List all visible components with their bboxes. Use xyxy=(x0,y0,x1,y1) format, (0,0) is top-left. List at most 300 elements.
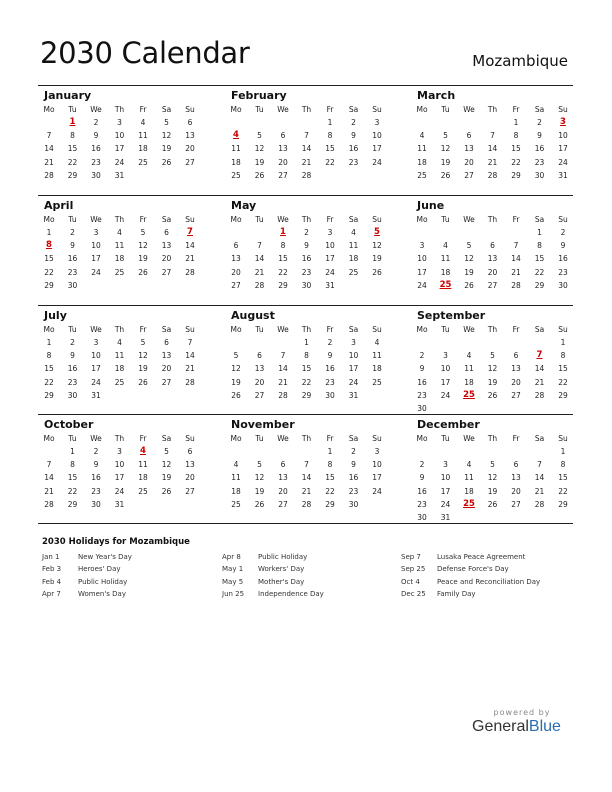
day-cell: 30 xyxy=(348,499,359,509)
day-cell: 8 xyxy=(280,241,286,251)
day-cell: 27 xyxy=(161,267,172,277)
day-cell: 4 xyxy=(351,228,356,237)
holiday-day-cell: 3 xyxy=(560,117,566,127)
day-cell: 4 xyxy=(419,131,425,141)
weekday-header: Mo xyxy=(416,105,428,114)
day-cell: 12 xyxy=(138,351,148,361)
day-cell: 15 xyxy=(44,364,54,374)
day-cell: 2 xyxy=(351,447,356,456)
day-cell: 12 xyxy=(161,460,172,470)
day-cell: 23 xyxy=(325,377,335,387)
day-cell: 22 xyxy=(67,157,78,167)
weekday-header: Fr xyxy=(326,325,334,334)
day-cell: 13 xyxy=(254,364,265,374)
weekday-header: Sa xyxy=(348,215,359,224)
day-cell: 6 xyxy=(187,118,193,127)
weekday-header: Tu xyxy=(441,325,450,334)
weekday-header: Sa xyxy=(161,325,172,334)
day-cell: 2 xyxy=(70,228,75,237)
weekday-header: Tu xyxy=(441,215,450,224)
day-cell: 16 xyxy=(417,486,427,496)
weekday-header: Tu xyxy=(255,105,264,114)
weekday-header: We xyxy=(463,325,475,334)
day-cell: 13 xyxy=(511,473,521,483)
day-cell: 9 xyxy=(351,131,356,141)
day-cell: 12 xyxy=(464,254,474,264)
day-cell: 22 xyxy=(534,267,545,277)
day-cell: 25 xyxy=(372,377,382,387)
holiday-day-cell: 1 xyxy=(280,227,286,237)
day-cell: 27 xyxy=(278,499,288,509)
weekday-header: Fr xyxy=(512,434,520,443)
day-cell: 15 xyxy=(67,473,78,483)
day-cell: 28 xyxy=(534,390,545,400)
month-july xyxy=(38,306,208,414)
day-cell: 18 xyxy=(417,157,427,167)
weekday-header: We xyxy=(90,325,102,334)
day-cell: 23 xyxy=(348,157,359,167)
day-cell: 16 xyxy=(91,144,101,154)
day-cell: 31 xyxy=(325,280,335,290)
weekday-header: Mo xyxy=(416,325,428,334)
day-cell: 8 xyxy=(537,241,542,251)
day-cell: 1 xyxy=(46,338,52,347)
day-cell: 15 xyxy=(278,254,288,264)
weekday-header: Sa xyxy=(348,325,359,334)
holiday-date: Sep 7 xyxy=(401,553,421,561)
day-cell: 14 xyxy=(44,144,54,154)
weekday-header: Sa xyxy=(534,325,545,334)
weekday-header: Fr xyxy=(512,215,520,224)
day-cell: 15 xyxy=(511,144,521,154)
holiday-day-cell: 1 xyxy=(69,117,76,127)
day-cell: 1 xyxy=(560,447,566,456)
day-cell: 27 xyxy=(185,486,195,496)
holiday-name: Defense Force's Day xyxy=(437,565,509,574)
day-cell: 26 xyxy=(464,280,474,290)
holiday-day-cell: 4 xyxy=(233,130,239,141)
month-october xyxy=(38,415,208,523)
day-cell: 1 xyxy=(513,118,519,127)
day-cell: 28 xyxy=(185,267,195,277)
day-cell: 12 xyxy=(231,364,241,374)
day-cell: 10 xyxy=(91,351,101,361)
day-cell: 15 xyxy=(325,144,335,154)
day-cell: 10 xyxy=(114,131,125,141)
day-cell: 4 xyxy=(140,118,146,127)
day-cell: 3 xyxy=(351,338,356,347)
day-cell: 31 xyxy=(114,499,125,509)
day-cell: 28 xyxy=(487,170,498,180)
day-cell: 1 xyxy=(70,447,75,456)
day-cell: 26 xyxy=(161,486,172,496)
holiday-name: Heroes' Day xyxy=(78,565,121,574)
weekday-header: Tu xyxy=(68,105,77,114)
day-cell: 1 xyxy=(327,118,333,127)
day-cell: 25 xyxy=(417,170,427,180)
month-june xyxy=(411,196,581,304)
weekday-header: Sa xyxy=(534,215,545,224)
weekday-header: We xyxy=(277,434,289,443)
day-cell: 28 xyxy=(185,377,195,387)
day-cell: 6 xyxy=(280,131,286,141)
day-cell: 18 xyxy=(231,157,241,167)
day-cell: 7 xyxy=(513,241,519,251)
day-cell: 5 xyxy=(164,118,169,127)
day-cell: 13 xyxy=(185,460,195,470)
holiday-day-cell: 25 xyxy=(439,279,452,290)
holiday-entry xyxy=(222,553,397,565)
day-cell: 10 xyxy=(558,131,568,141)
day-cell: 13 xyxy=(185,131,195,141)
weekday-header: Su xyxy=(185,105,195,114)
day-cell: 24 xyxy=(114,157,125,167)
holiday-entry xyxy=(401,578,576,590)
day-cell: 10 xyxy=(348,351,359,361)
day-cell: 5 xyxy=(140,228,146,237)
day-cell: 22 xyxy=(511,157,521,167)
day-cell: 12 xyxy=(161,131,172,141)
day-cell: 11 xyxy=(231,144,241,154)
weekday-header: Sa xyxy=(161,215,172,224)
day-cell: 20 xyxy=(185,473,195,483)
day-cell: 4 xyxy=(117,338,122,347)
weekday-header: Su xyxy=(185,215,195,224)
day-cell: 15 xyxy=(534,254,545,264)
day-cell: 26 xyxy=(487,499,498,509)
day-cell: 26 xyxy=(254,170,265,180)
powered-by-text: powered by xyxy=(493,708,551,717)
month-name: March xyxy=(417,89,456,102)
day-cell: 5 xyxy=(443,131,448,141)
day-cell: 29 xyxy=(534,280,545,290)
day-cell: 10 xyxy=(372,460,382,470)
day-cell: 3 xyxy=(117,447,122,456)
day-cell: 6 xyxy=(490,241,495,251)
day-cell: 23 xyxy=(417,390,427,400)
holiday-entry xyxy=(401,590,576,602)
holiday-date: Sep 25 xyxy=(401,565,426,574)
day-cell: 18 xyxy=(138,144,148,154)
weekday-header: Mo xyxy=(43,434,55,443)
day-cell: 6 xyxy=(466,131,472,141)
weekday-header: Mo xyxy=(230,215,242,224)
weekday-header: Fr xyxy=(326,105,334,114)
day-cell: 21 xyxy=(44,486,54,496)
holiday-column xyxy=(401,553,576,603)
weekday-header: Mo xyxy=(43,105,55,114)
day-cell: 9 xyxy=(351,460,356,470)
brand-name-blue: Blue xyxy=(528,718,561,735)
holiday-column xyxy=(42,553,217,603)
weekday-header: Sa xyxy=(534,434,545,443)
weekday-header: Tu xyxy=(255,325,264,334)
day-cell: 16 xyxy=(67,364,78,374)
weekday-header: Fr xyxy=(512,325,520,334)
day-cell: 5 xyxy=(466,241,472,251)
day-cell: 7 xyxy=(46,460,52,470)
weekday-header: We xyxy=(90,215,102,224)
holiday-day-cell: 7 xyxy=(187,227,193,237)
day-cell: 30 xyxy=(67,390,78,400)
day-cell: 31 xyxy=(440,513,451,522)
weekday-header: Th xyxy=(301,434,312,443)
day-cell: 6 xyxy=(257,351,262,361)
day-cell: 22 xyxy=(278,267,288,277)
day-cell: 2 xyxy=(419,460,425,470)
day-cell: 23 xyxy=(417,499,427,509)
weekday-header: We xyxy=(277,215,289,224)
day-cell: 14 xyxy=(301,144,312,154)
day-cell: 21 xyxy=(511,267,521,277)
holiday-name: Public Holiday xyxy=(78,577,128,586)
holiday-entry xyxy=(42,553,217,565)
day-cell: 20 xyxy=(278,486,288,496)
day-cell: 31 xyxy=(114,170,125,180)
day-cell: 25 xyxy=(231,170,241,180)
day-cell: 14 xyxy=(301,473,312,483)
weekday-header: Th xyxy=(114,215,125,224)
day-cell: 8 xyxy=(560,460,566,470)
holiday-date: Jun 25 xyxy=(222,590,245,599)
day-cell: 12 xyxy=(138,241,148,251)
day-cell: 24 xyxy=(440,499,451,509)
day-cell: 10 xyxy=(440,473,451,483)
day-cell: 13 xyxy=(511,364,521,374)
day-cell: 4 xyxy=(443,241,448,251)
day-cell: 22 xyxy=(44,267,54,277)
day-cell: 19 xyxy=(372,254,382,264)
day-cell: 16 xyxy=(325,364,335,374)
day-cell: 9 xyxy=(93,460,99,470)
day-cell: 19 xyxy=(254,157,265,167)
day-cell: 9 xyxy=(70,351,75,361)
day-cell: 9 xyxy=(560,241,566,251)
day-cell: 1 xyxy=(304,338,309,347)
day-cell: 11 xyxy=(114,241,125,251)
day-cell: 22 xyxy=(44,377,54,387)
day-cell: 8 xyxy=(46,351,52,361)
day-cell: 16 xyxy=(558,254,568,264)
day-cell: 18 xyxy=(114,364,125,374)
day-cell: 18 xyxy=(464,377,474,387)
month-name: October xyxy=(44,418,94,431)
day-cell: 24 xyxy=(114,486,125,496)
day-cell: 3 xyxy=(93,338,99,347)
day-cell: 16 xyxy=(348,144,359,154)
day-cell: 26 xyxy=(254,499,265,509)
day-cell: 27 xyxy=(464,170,474,180)
day-cell: 3 xyxy=(443,351,448,361)
day-cell: 24 xyxy=(372,486,382,496)
day-cell: 22 xyxy=(558,377,568,387)
day-cell: 22 xyxy=(301,377,312,387)
month-name: June xyxy=(417,199,445,212)
day-cell: 3 xyxy=(374,118,380,127)
weekday-header: Th xyxy=(114,434,125,443)
day-cell: 7 xyxy=(280,351,286,361)
weekday-header: Su xyxy=(372,434,382,443)
weekday-header: Fr xyxy=(139,434,147,443)
day-cell: 14 xyxy=(511,254,521,264)
day-cell: 17 xyxy=(417,267,427,277)
day-cell: 21 xyxy=(301,157,312,167)
day-cell: 4 xyxy=(466,460,472,470)
weekday-header: Su xyxy=(558,215,568,224)
day-cell: 2 xyxy=(327,338,333,347)
holiday-name: Workers' Day xyxy=(258,565,305,574)
weekday-header: Su xyxy=(372,215,382,224)
month-name: September xyxy=(417,309,486,322)
day-cell: 27 xyxy=(185,157,195,167)
day-cell: 5 xyxy=(164,447,169,456)
day-cell: 3 xyxy=(93,228,99,237)
day-cell: 26 xyxy=(440,170,451,180)
day-cell: 30 xyxy=(534,170,545,180)
day-cell: 19 xyxy=(487,377,498,387)
day-cell: 15 xyxy=(558,364,568,374)
day-cell: 29 xyxy=(44,280,54,290)
day-cell: 29 xyxy=(67,170,78,180)
day-cell: 7 xyxy=(46,131,52,141)
country-name: Mozambique xyxy=(472,52,568,70)
day-cell: 12 xyxy=(440,144,451,154)
day-cell: 19 xyxy=(138,254,148,264)
day-cell: 30 xyxy=(91,170,101,180)
weekday-header: Fr xyxy=(139,105,147,114)
day-cell: 7 xyxy=(537,460,542,470)
month-name: November xyxy=(231,418,295,431)
day-cell: 15 xyxy=(67,144,78,154)
day-cell: 17 xyxy=(91,364,101,374)
day-cell: 1 xyxy=(327,447,333,456)
day-cell: 10 xyxy=(114,460,125,470)
day-cell: 24 xyxy=(417,280,427,290)
day-cell: 15 xyxy=(44,254,54,264)
day-cell: 15 xyxy=(325,473,335,483)
day-cell: 13 xyxy=(278,144,288,154)
day-cell: 22 xyxy=(67,486,78,496)
day-cell: 24 xyxy=(91,267,101,277)
day-cell: 20 xyxy=(511,377,521,387)
weekday-header: We xyxy=(463,105,475,114)
day-cell: 31 xyxy=(91,390,101,400)
day-cell: 26 xyxy=(372,267,382,277)
day-cell: 11 xyxy=(372,351,382,361)
day-cell: 21 xyxy=(185,364,195,374)
day-cell: 14 xyxy=(534,364,545,374)
day-cell: 23 xyxy=(67,377,78,387)
day-cell: 2 xyxy=(537,118,542,127)
weekday-header: Su xyxy=(558,325,568,334)
day-cell: 8 xyxy=(327,460,333,470)
day-cell: 20 xyxy=(254,377,265,387)
day-cell: 7 xyxy=(490,131,495,141)
weekday-header: Tu xyxy=(255,215,264,224)
weekday-header: Mo xyxy=(43,325,55,334)
weekday-header: Tu xyxy=(255,434,264,443)
weekday-header: We xyxy=(90,105,102,114)
day-cell: 15 xyxy=(301,364,312,374)
day-cell: 12 xyxy=(487,473,498,483)
day-cell: 9 xyxy=(327,351,333,361)
day-cell: 12 xyxy=(487,364,498,374)
day-cell: 17 xyxy=(372,473,382,483)
weekday-header: Tu xyxy=(68,434,77,443)
day-cell: 30 xyxy=(558,280,568,290)
day-cell: 26 xyxy=(138,267,148,277)
day-cell: 26 xyxy=(231,390,241,400)
day-cell: 20 xyxy=(511,486,521,496)
weekday-header: Th xyxy=(487,105,498,114)
day-cell: 17 xyxy=(91,254,101,264)
holiday-name: Mother's Day xyxy=(258,577,305,586)
day-cell: 11 xyxy=(440,254,451,264)
day-cell: 23 xyxy=(91,486,101,496)
weekday-header: Fr xyxy=(139,215,147,224)
weekday-header: We xyxy=(277,105,289,114)
row-divider xyxy=(38,523,573,524)
day-cell: 2 xyxy=(560,228,566,237)
weekday-header: Fr xyxy=(326,434,334,443)
day-cell: 14 xyxy=(185,241,195,251)
day-cell: 1 xyxy=(537,228,542,237)
day-cell: 13 xyxy=(464,144,474,154)
day-cell: 11 xyxy=(138,460,148,470)
day-cell: 28 xyxy=(511,280,521,290)
day-cell: 3 xyxy=(419,241,425,251)
day-cell: 14 xyxy=(278,364,288,374)
holiday-date: May 5 xyxy=(222,577,244,586)
day-cell: 29 xyxy=(67,499,78,509)
brand-logo[interactable] xyxy=(472,708,572,736)
day-cell: 27 xyxy=(254,390,265,400)
day-cell: 13 xyxy=(231,254,241,264)
holiday-name: Lusaka Peace Agreement xyxy=(437,553,526,561)
day-cell: 4 xyxy=(117,228,122,237)
weekday-header: Su xyxy=(372,325,382,334)
day-cell: 19 xyxy=(464,267,474,277)
holiday-date: Feb 3 xyxy=(42,565,62,574)
day-cell: 14 xyxy=(185,351,195,361)
day-cell: 7 xyxy=(304,460,309,470)
day-cell: 17 xyxy=(372,144,382,154)
day-cell: 6 xyxy=(187,447,193,456)
day-cell: 23 xyxy=(91,157,101,167)
month-name: February xyxy=(231,89,287,102)
day-cell: 24 xyxy=(325,267,335,277)
weekday-header: Fr xyxy=(512,105,520,114)
day-cell: 13 xyxy=(161,241,172,251)
day-cell: 11 xyxy=(464,364,474,374)
holiday-day-cell: 7 xyxy=(536,350,543,361)
day-cell: 3 xyxy=(117,118,122,127)
day-cell: 25 xyxy=(114,377,125,387)
weekday-header: Sa xyxy=(348,105,359,114)
month-name: May xyxy=(231,199,257,212)
day-cell: 28 xyxy=(44,499,54,509)
brand-name-general: General xyxy=(472,718,529,735)
day-cell: 27 xyxy=(161,377,172,387)
day-cell: 5 xyxy=(257,460,262,470)
day-cell: 24 xyxy=(440,390,451,400)
day-cell: 11 xyxy=(114,351,125,361)
day-cell: 25 xyxy=(138,486,148,496)
weekday-header: Fr xyxy=(139,325,147,334)
day-cell: 14 xyxy=(254,254,265,264)
day-cell: 21 xyxy=(301,486,312,496)
day-cell: 10 xyxy=(417,254,427,264)
